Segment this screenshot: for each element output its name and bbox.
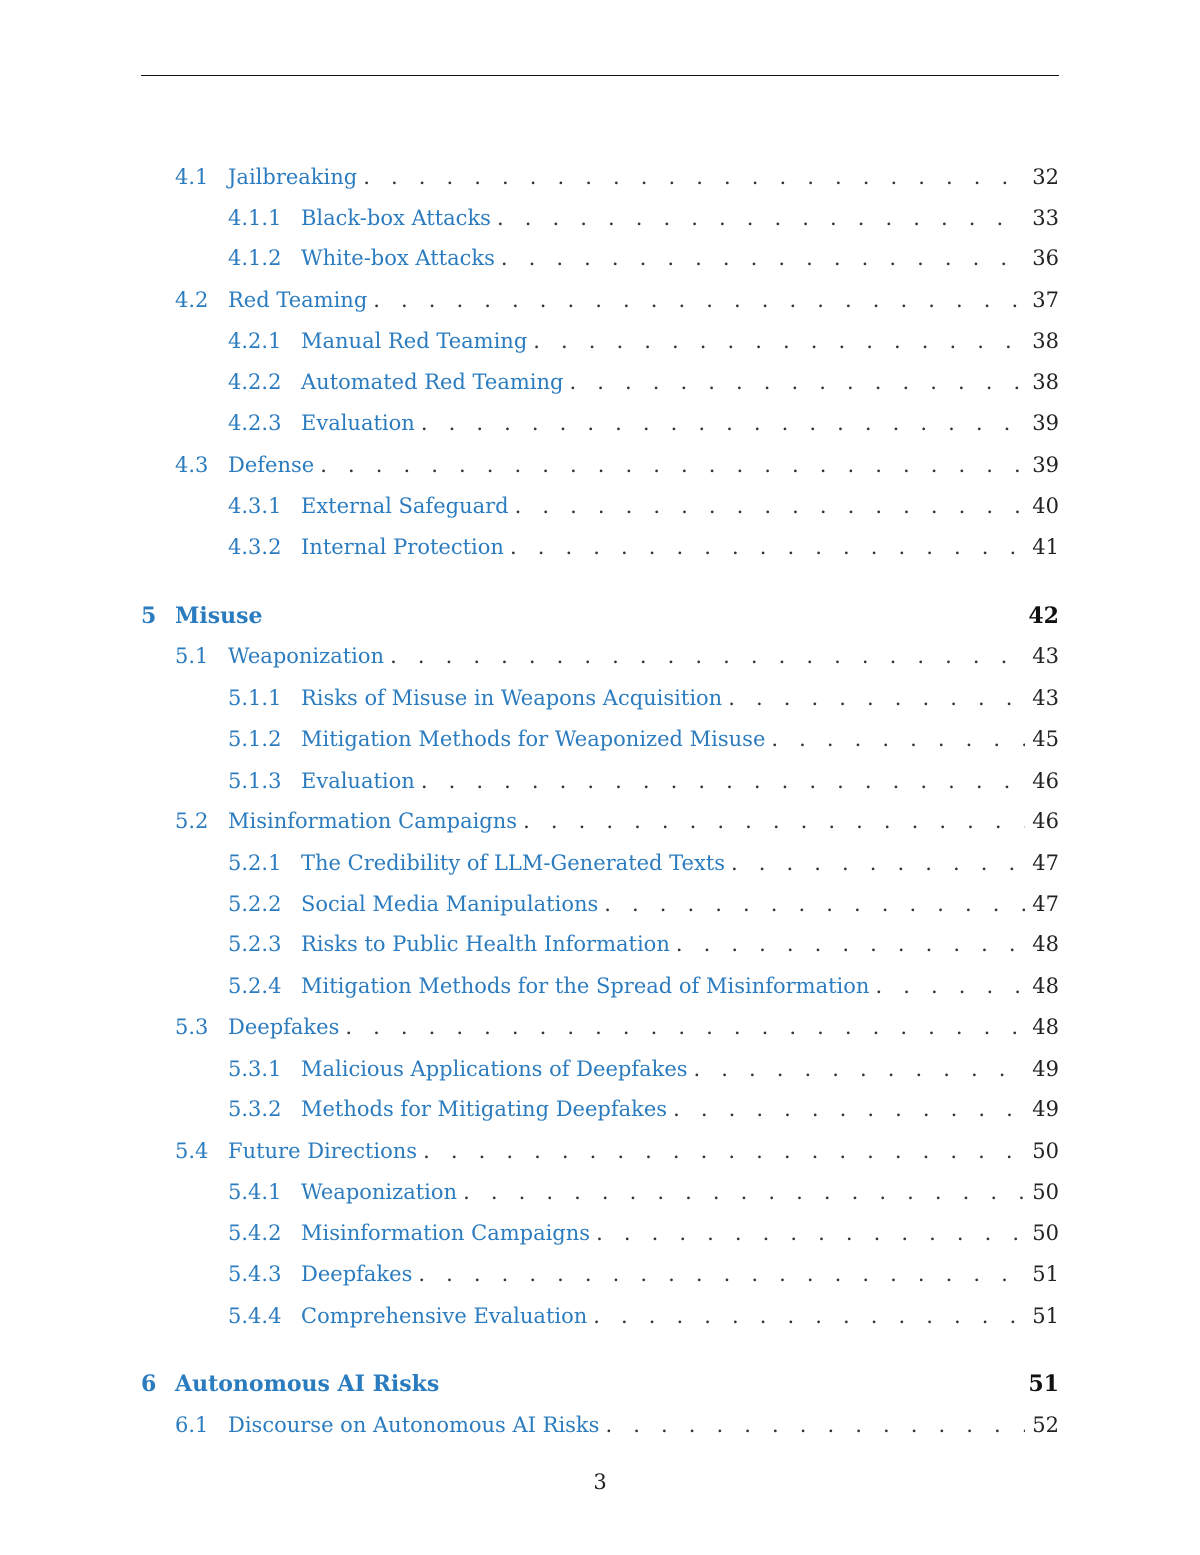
toc-dot-leader	[604, 890, 1025, 918]
toc-section-entry[interactable]	[228, 1302, 1059, 1330]
page-number: 3	[593, 1470, 607, 1494]
toc-entry-page[interactable]: 47	[1032, 851, 1059, 875]
toc-dot-leader	[501, 244, 1025, 272]
toc-entry-page[interactable]: 41	[1032, 535, 1059, 559]
toc-entry-page[interactable]: 50	[1032, 1221, 1059, 1245]
toc-dot-leader	[345, 1013, 1025, 1041]
toc-entry-number[interactable]: 6.1	[175, 1413, 209, 1437]
toc-entry-number[interactable]: 4.3	[175, 453, 209, 477]
toc-dot-leader	[569, 368, 1025, 396]
toc-section-entry[interactable]	[175, 163, 1059, 191]
toc-dot-leader	[421, 767, 1025, 795]
toc-entry-title[interactable]: Evaluation	[301, 411, 415, 435]
toc-entry-page[interactable]: 39	[1032, 453, 1059, 477]
toc-entry-page[interactable]: 43	[1032, 686, 1059, 710]
toc-dot-leader	[694, 1055, 1025, 1083]
toc-entry-page[interactable]: 51	[1032, 1304, 1059, 1328]
toc-section-entry[interactable]	[175, 807, 1059, 835]
toc-entry-page[interactable]: 36	[1032, 246, 1059, 270]
toc-dot-leader	[497, 204, 1025, 232]
toc-dot-leader	[728, 684, 1025, 712]
toc-section-entry[interactable]	[228, 767, 1059, 795]
toc-section-entry[interactable]	[228, 368, 1059, 396]
toc-section-entry[interactable]	[228, 492, 1059, 520]
toc-entry-title[interactable]: Weaponization	[228, 644, 385, 668]
toc-section-entry[interactable]	[175, 1137, 1059, 1165]
toc-section-entry[interactable]	[175, 1411, 1059, 1439]
toc-entry-number[interactable]: 5.4.4	[228, 1304, 282, 1328]
toc-entry-title[interactable]: Manual Red Teaming	[301, 329, 528, 353]
toc-dot-leader	[673, 1095, 1025, 1123]
toc-entry-title[interactable]: Mitigation Methods for the Spread of Misinformation	[301, 974, 870, 998]
toc-section-entry[interactable]	[228, 1219, 1059, 1247]
toc-entry-page[interactable]: 51	[1032, 1262, 1059, 1286]
toc-entry-title[interactable]: Defense	[228, 453, 315, 477]
toc-entry-number[interactable]: 4.2.3	[228, 411, 282, 435]
toc-entry-number[interactable]: 4.2.1	[228, 329, 282, 353]
toc-dot-leader	[418, 1260, 1025, 1288]
toc-entry-title[interactable]: Risks of Misuse in Weapons Acquisition	[301, 686, 723, 710]
toc-dot-leader	[390, 642, 1025, 670]
toc-dot-leader	[596, 1219, 1025, 1247]
toc-entry-title[interactable]: Social Media Manipulations	[301, 892, 599, 916]
toc-dot-leader	[731, 849, 1025, 877]
toc-entry-page[interactable]: 47	[1032, 892, 1059, 916]
toc-entry-page[interactable]: 50	[1032, 1139, 1059, 1163]
toc-entry-number[interactable]: 5.1.3	[228, 769, 282, 793]
toc-entry-number[interactable]: 4.2.2	[228, 370, 282, 394]
toc-entry-number[interactable]: 5.4.2	[228, 1221, 282, 1245]
toc-entry-number[interactable]: 5.3.1	[228, 1057, 282, 1081]
toc-entry-title[interactable]: Comprehensive Evaluation	[301, 1304, 588, 1328]
toc-entry-title[interactable]: Methods for Mitigating Deepfakes	[301, 1097, 668, 1121]
toc-section-entry[interactable]	[228, 972, 1059, 1000]
toc-dot-leader	[463, 1178, 1025, 1206]
toc-entry-number[interactable]: 5.4.3	[228, 1262, 282, 1286]
toc-dot-leader	[515, 492, 1025, 520]
toc-entry-title[interactable]: Deepfakes	[228, 1015, 340, 1039]
toc-entry-number[interactable]: 5.4.1	[228, 1180, 282, 1204]
toc-section-entry[interactable]	[228, 725, 1059, 753]
toc-section-entry[interactable]	[228, 327, 1059, 355]
toc-dot-leader	[533, 327, 1025, 355]
toc-section-entry[interactable]	[228, 533, 1059, 561]
toc-entry-number[interactable]: 4.1.1	[228, 206, 282, 230]
toc-entry-number[interactable]: 4.2	[175, 288, 209, 312]
toc-entry-number[interactable]: 5.3	[175, 1015, 209, 1039]
toc-section-entry[interactable]	[228, 849, 1059, 877]
toc-entry-number[interactable]: 4.1	[175, 165, 209, 189]
toc-entry-number[interactable]: 5.2.4	[228, 974, 282, 998]
toc-dot-leader	[421, 409, 1025, 437]
toc-dot-leader	[523, 807, 1025, 835]
toc-section-entry[interactable]	[228, 244, 1059, 272]
toc-entry-title[interactable]: Future Directions	[228, 1139, 418, 1163]
toc-entry-title[interactable]: Weaponization	[301, 1180, 458, 1204]
toc-section-entry[interactable]	[228, 204, 1059, 232]
toc-entry-title[interactable]: External Safeguard	[301, 494, 509, 518]
toc-entry-number[interactable]: 5.1	[175, 644, 209, 668]
toc-entry-page[interactable]: 48	[1032, 974, 1059, 998]
toc-entry-title[interactable]: Jailbreaking	[228, 165, 358, 189]
toc-entry-page[interactable]: 39	[1032, 411, 1059, 435]
toc-chapter-entry[interactable]	[141, 1370, 1059, 1398]
toc-entry-page[interactable]: 45	[1032, 727, 1059, 751]
toc-section-entry[interactable]	[175, 286, 1059, 314]
toc-entry-page[interactable]: 43	[1032, 644, 1059, 668]
toc-entry-number[interactable]: 5.2.2	[228, 892, 282, 916]
toc-dot-leader	[423, 1137, 1025, 1165]
toc-entry-title[interactable]: Risks to Public Health Information	[301, 932, 670, 956]
toc-entry-number[interactable]: 5.4	[175, 1139, 209, 1163]
toc-section-entry[interactable]	[228, 1178, 1059, 1206]
toc-section-entry[interactable]	[228, 409, 1059, 437]
toc-entry-title[interactable]: Misinformation Campaigns	[301, 1221, 591, 1245]
toc-chapter-entry[interactable]	[141, 602, 1059, 630]
toc-entry-page[interactable]: 51	[1028, 1371, 1059, 1397]
toc-dot-leader	[363, 163, 1025, 191]
toc-section-entry[interactable]	[228, 684, 1059, 712]
toc-entry-title[interactable]: The Credibility of LLM-Generated Texts	[301, 851, 726, 875]
toc-entry-title[interactable]: White-box Attacks	[301, 246, 495, 270]
toc-entry-title[interactable]: Red Teaming	[228, 288, 368, 312]
toc-entry-number[interactable]: 5.3.2	[228, 1097, 282, 1121]
toc-section-entry[interactable]	[228, 1095, 1059, 1123]
toc-entry-title[interactable]: Misuse	[175, 603, 263, 629]
toc-entry-page[interactable]: 40	[1032, 494, 1059, 518]
toc-section-entry[interactable]	[175, 451, 1059, 479]
toc-entry-title[interactable]: Autonomous AI Risks	[175, 1371, 440, 1397]
toc-entry-number[interactable]: 5.2	[175, 809, 209, 833]
toc-entry-number[interactable]: 5	[141, 603, 157, 629]
toc-entry-title[interactable]: Mitigation Methods for Weaponized Misuse	[301, 727, 766, 751]
toc-entry-number[interactable]: 5.2.1	[228, 851, 282, 875]
toc-dot-leader	[593, 1302, 1025, 1330]
toc-section-entry[interactable]	[175, 1013, 1059, 1041]
toc-dot-leader	[510, 533, 1025, 561]
toc-entry-title[interactable]: Internal Protection	[301, 535, 504, 559]
toc-dot-leader	[320, 451, 1025, 479]
toc-entry-page[interactable]: 46	[1032, 769, 1059, 793]
toc-entry-page[interactable]: 32	[1032, 165, 1059, 189]
toc-entry-page[interactable]: 46	[1032, 809, 1059, 833]
toc-dot-leader	[875, 972, 1025, 1000]
toc-entry-page[interactable]: 38	[1032, 329, 1059, 353]
toc-section-entry[interactable]	[228, 1260, 1059, 1288]
toc-section-entry[interactable]	[228, 1055, 1059, 1083]
toc-entry-page[interactable]: 50	[1032, 1180, 1059, 1204]
toc-entry-number[interactable]: 4.3.1	[228, 494, 282, 518]
toc-entry-page[interactable]: 52	[1032, 1413, 1059, 1437]
toc-entry-title[interactable]: Discourse on Autonomous AI Risks	[228, 1413, 600, 1437]
toc-dot-leader	[771, 725, 1025, 753]
toc-dot-leader	[676, 930, 1025, 958]
toc-entry-page[interactable]: 37	[1032, 288, 1059, 312]
toc-dot-leader	[373, 286, 1025, 314]
toc-entry-title[interactable]: Misinformation Campaigns	[228, 809, 518, 833]
toc-entry-number[interactable]: 5.2.3	[228, 932, 282, 956]
toc-entry-page[interactable]: 49	[1032, 1097, 1059, 1121]
toc-entry-title[interactable]: Evaluation	[301, 769, 415, 793]
toc-section-entry[interactable]	[175, 642, 1059, 670]
toc-entry-page[interactable]: 48	[1032, 932, 1059, 956]
toc-section-entry[interactable]	[228, 890, 1059, 918]
toc-section-entry[interactable]	[228, 930, 1059, 958]
toc-entry-page[interactable]: 42	[1028, 603, 1059, 629]
toc-dot-leader	[605, 1411, 1025, 1439]
toc-entry-number[interactable]: 5.1.1	[228, 686, 282, 710]
toc-entry-number[interactable]: 4.1.2	[228, 246, 282, 270]
toc-entry-title[interactable]: Malicious Applications of Deepfakes	[301, 1057, 688, 1081]
toc-entry-page[interactable]: 33	[1032, 206, 1059, 230]
toc-entry-number[interactable]: 6	[141, 1371, 157, 1397]
toc-entry-page[interactable]: 38	[1032, 370, 1059, 394]
toc-entry-number[interactable]: 5.1.2	[228, 727, 282, 751]
toc-entry-title[interactable]: Automated Red Teaming	[301, 370, 564, 394]
toc-entry-number[interactable]: 4.3.2	[228, 535, 282, 559]
toc-entry-page[interactable]: 48	[1032, 1015, 1059, 1039]
toc-entry-page[interactable]: 49	[1032, 1057, 1059, 1081]
toc-entry-title[interactable]: Black-box Attacks	[301, 206, 491, 230]
toc-entry-title[interactable]: Deepfakes	[301, 1262, 413, 1286]
